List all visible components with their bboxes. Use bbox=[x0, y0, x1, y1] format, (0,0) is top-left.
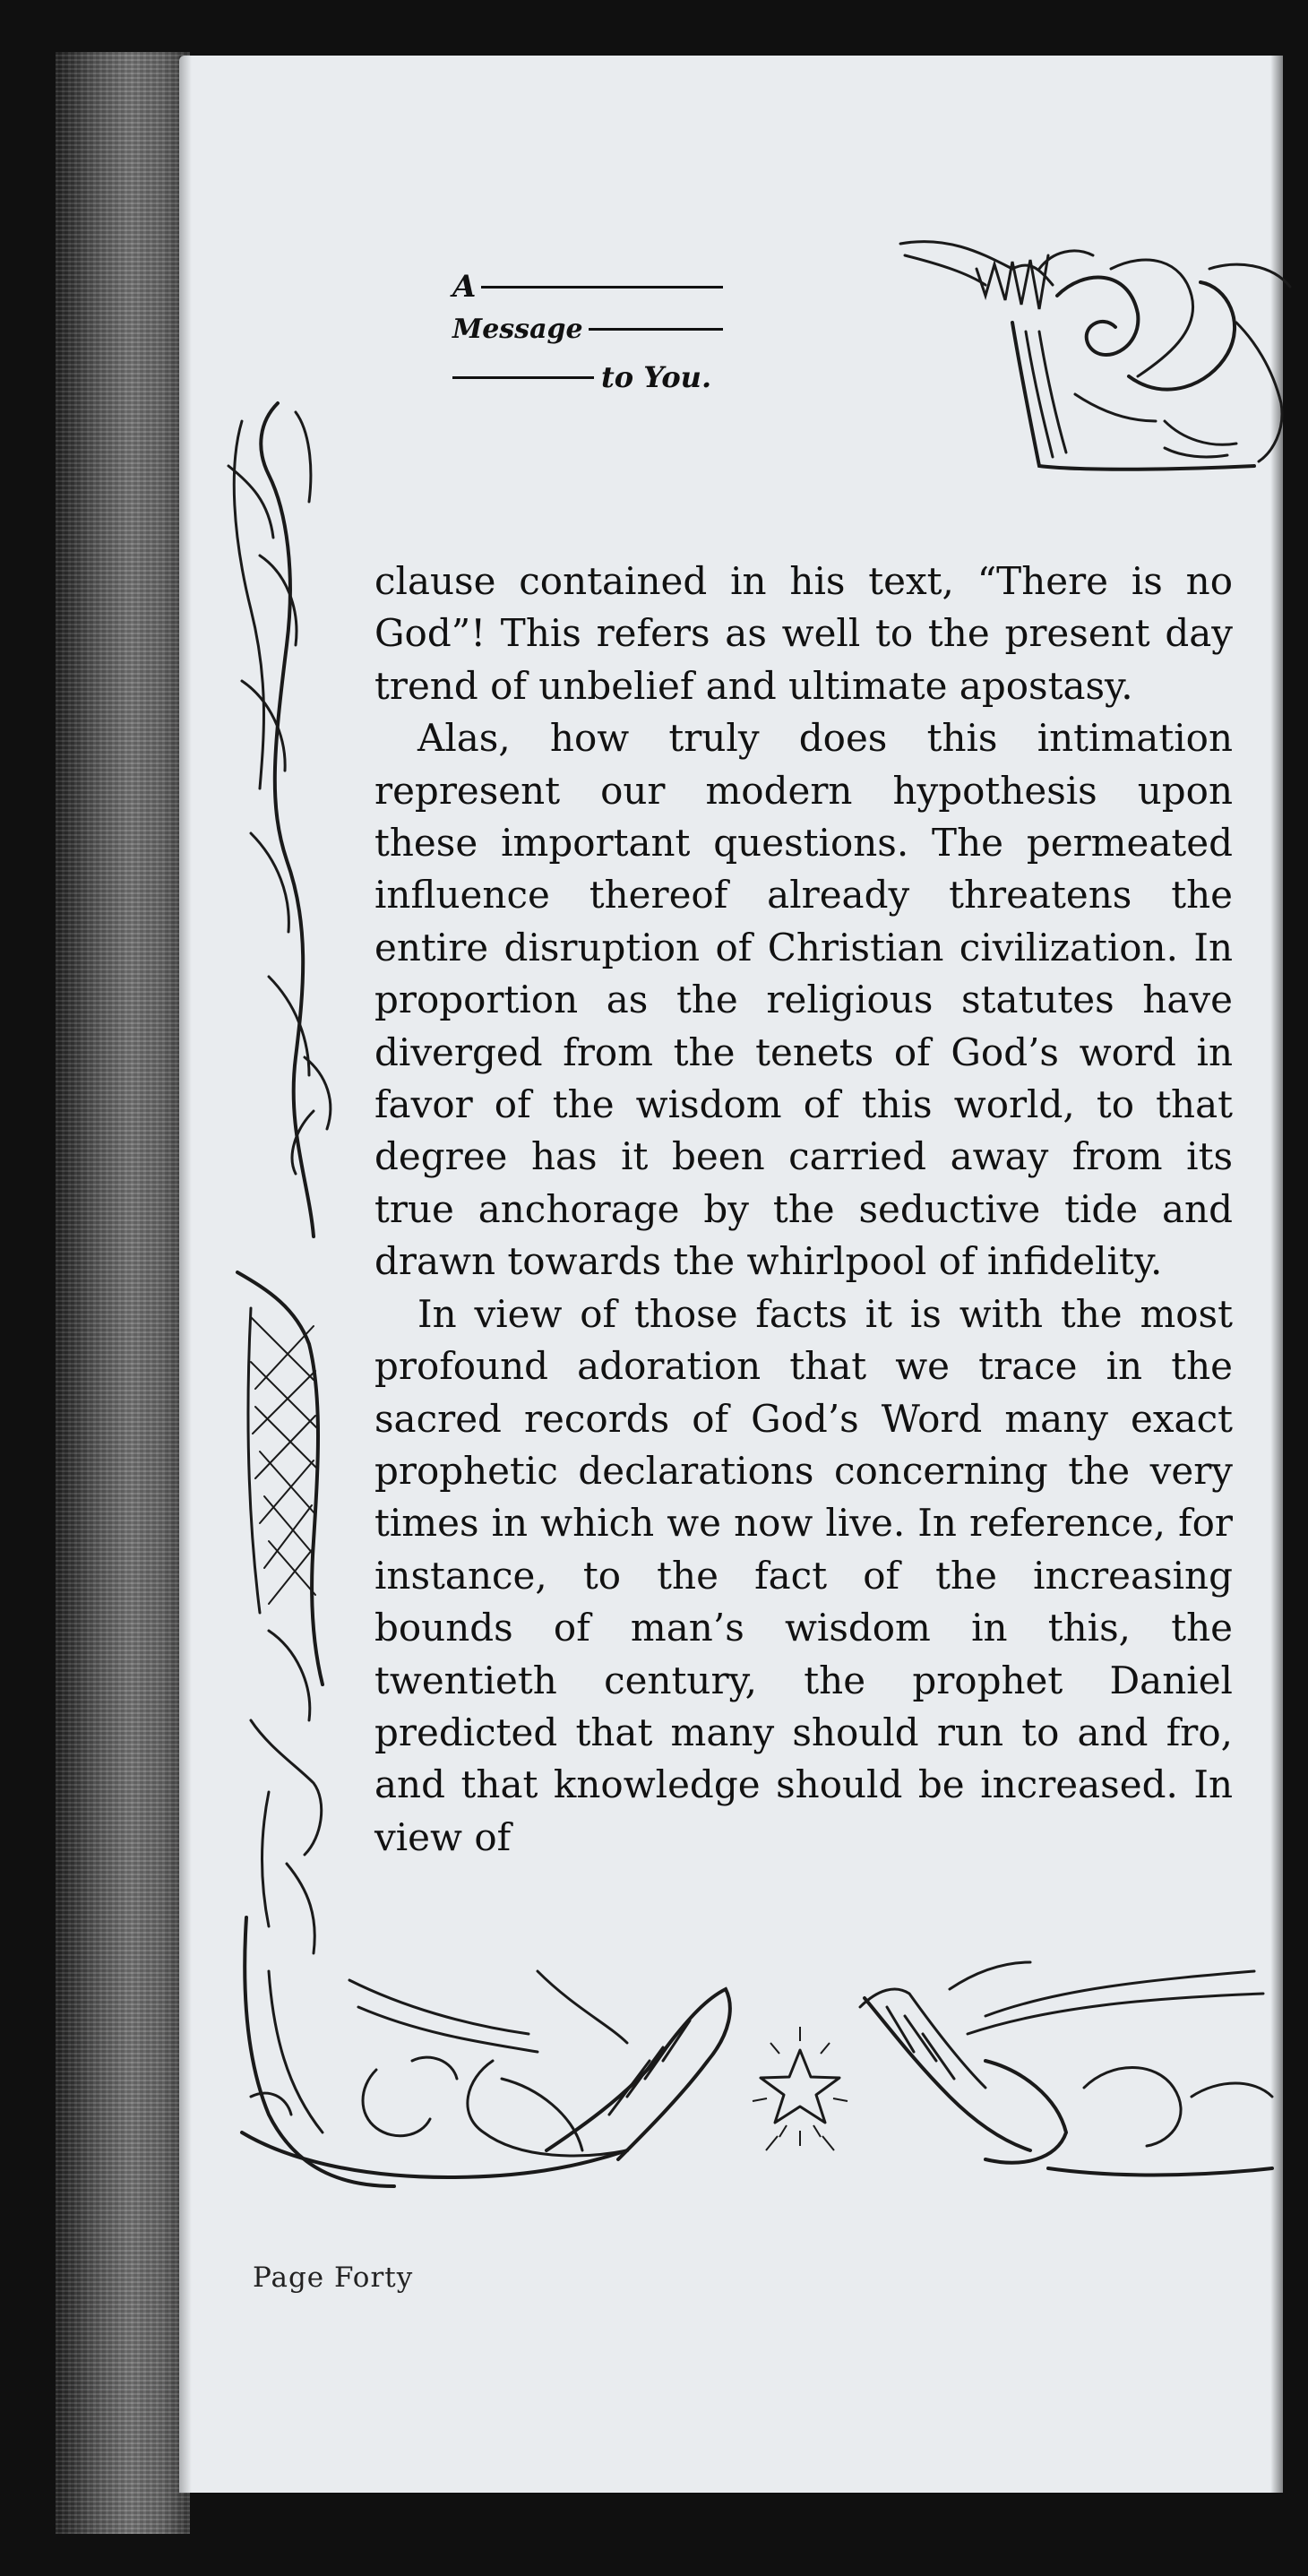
heading-line-1 bbox=[452, 269, 723, 305]
heading-line-3 bbox=[452, 360, 711, 394]
heading-rule-1 bbox=[481, 286, 723, 289]
page-number: Page Forty bbox=[253, 2262, 414, 2294]
heading-word-to-you: to You. bbox=[601, 360, 712, 394]
cornucopia-ornament-icon bbox=[242, 1962, 1272, 2177]
vine-border-icon bbox=[228, 403, 394, 2186]
heading-line-2 bbox=[452, 314, 723, 345]
heading-rule-2 bbox=[589, 328, 723, 331]
heading-word-a: A bbox=[452, 269, 477, 305]
paragraph-1: clause contained in his text, “There is no God”! This refers as well to the present day trend of unbelief and ultimate apostasy. bbox=[374, 559, 1233, 708]
heading-word-message: Message bbox=[452, 314, 583, 345]
paragraph-2: Alas, how truly does this intimation represent our modern hypothesis upon these important questions. The permeated influence thereof already threatens the entire disruption of Christian civilization. In proportion as the religious statutes have diverged from the tenets of God’s word in favor of the wisdom of this world, to that degree has it been carried away from its true anchorage by the seductive tide and drawn towards the whirlpool of infidelity. bbox=[374, 716, 1233, 1284]
star-icon bbox=[753, 2027, 848, 2150]
scroll-ornament-icon bbox=[900, 242, 1290, 470]
body-text bbox=[374, 556, 1233, 1864]
heading-rule-3 bbox=[452, 376, 594, 379]
page-heading bbox=[452, 260, 748, 430]
paragraph-3: In view of those facts it is with the most profound adoration that we trace in the sacred records of God’s Word many exact prophetic declarations concerning the very times in which we now live. In reference, for instance, to the fact of the increasing bounds of man’s wisdom in this, the twentieth century, the prophet Daniel predicted that many should run to and fro, and that knowledge should be increased. In view of bbox=[374, 1291, 1233, 1859]
